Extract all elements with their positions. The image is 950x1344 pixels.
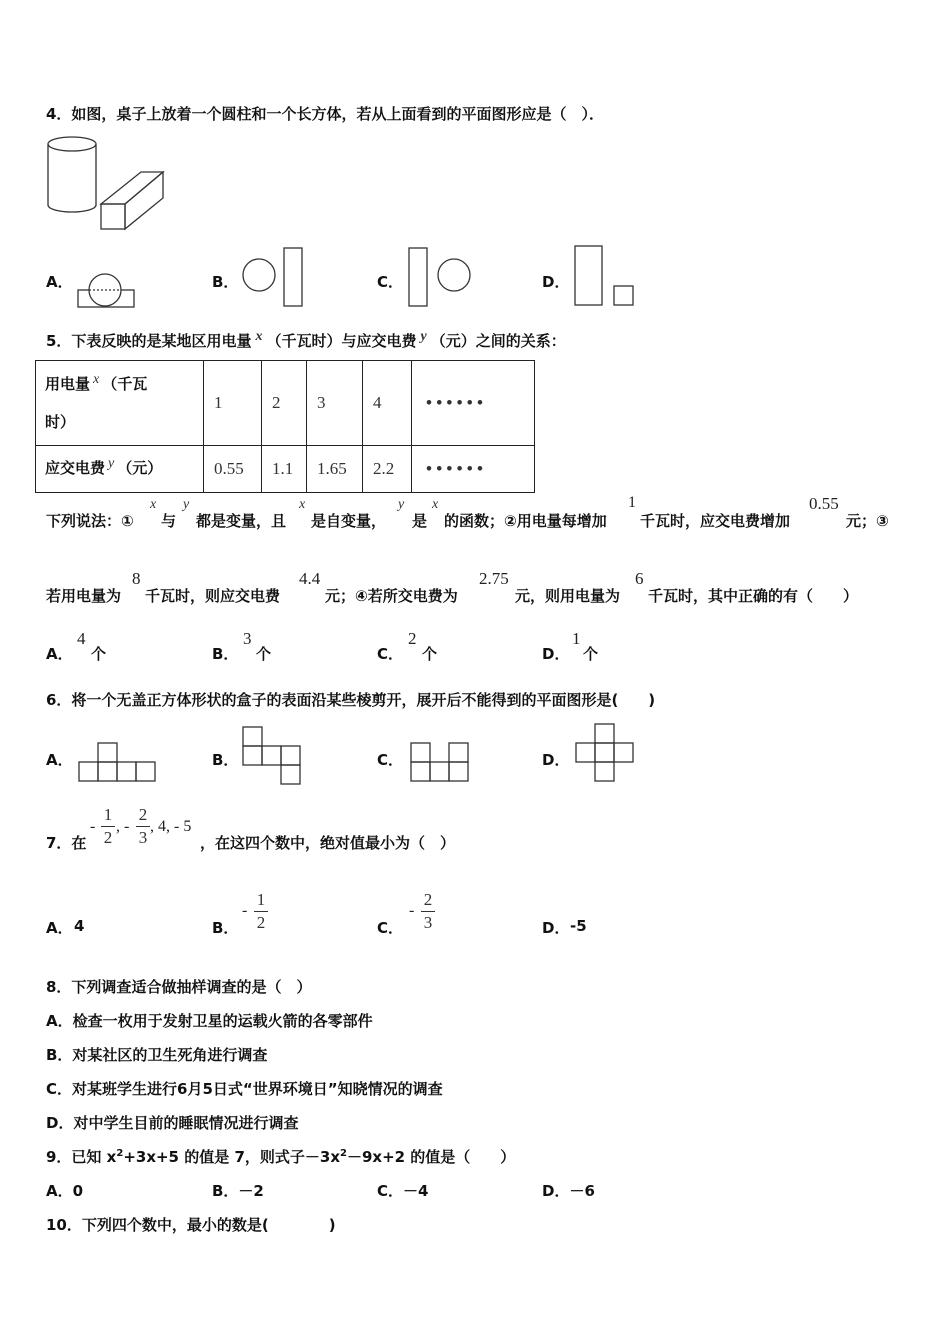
q5-var-y: y	[398, 497, 405, 512]
q6-option-d-net	[574, 722, 638, 784]
q7-prefix: 7．在	[46, 834, 87, 852]
q5-option-a-unit: 个	[91, 645, 107, 663]
q5-option-b-number: 3	[243, 629, 252, 648]
q8-option-d[interactable]: D．对中学生目前的睡眠情况进行调查	[46, 1114, 299, 1132]
q7-option-c-sign: -	[409, 902, 415, 919]
q7-fraction-2: 2 3	[136, 805, 150, 848]
q4-option-a-figure	[76, 271, 136, 309]
q7-rest: , 4, - 5	[150, 818, 192, 835]
q5-option-b[interactable]: B．	[212, 645, 239, 663]
q5-statement-part: 千瓦时，其中正确的有（ ）	[648, 587, 859, 605]
q5-statement-part: 下列说法：①	[46, 512, 134, 530]
q5-statement-part: 与	[161, 512, 177, 530]
q7-option-b-sign: -	[242, 902, 248, 919]
q8-stem: 8．下列调查适合做抽样调查的是（ ）	[46, 978, 312, 996]
q5-var-x: x	[299, 497, 306, 512]
table-cell: 1.1	[262, 446, 307, 493]
q6-stem: 6．将一个无盖正方体形状的盒子的表面沿某些棱剪开，展开后不能得到的平面图形是( )	[46, 691, 656, 709]
q5-option-d-number: 1	[572, 629, 581, 648]
q5-number: 8	[132, 569, 141, 588]
q5-statement-part: 千瓦时，应交电费增加	[640, 512, 791, 530]
table-row	[36, 361, 535, 446]
q4-option-b[interactable]: B．	[212, 273, 239, 291]
q5-statement-part: 是自变量，	[311, 512, 387, 530]
q4-option-c-figure	[406, 245, 476, 309]
q5-number: 0.55	[809, 494, 839, 513]
q5-stem: 5．下表反映的是某地区用电量 x （千瓦时）与应交电费 y （元）之间的关系：	[46, 329, 566, 350]
q5-statement-part: 元；③	[846, 512, 889, 530]
q5-option-a-number: 4	[77, 629, 86, 648]
q5-statement-part: 若用电量为	[46, 587, 122, 605]
q5-var-x: x	[150, 497, 157, 512]
q5-option-a[interactable]: A．	[46, 645, 73, 663]
q9-stem: 9．已知 $x^2+3x+5$ 的值是 7，则式子$-3x^2-9x+2$ 的值是（ ）	[46, 1148, 516, 1166]
q6-option-b[interactable]: B．	[212, 751, 239, 769]
q8-option-c[interactable]: C．对某班学生进行6月5日式“世界环境日”知晓情况的调查	[46, 1080, 443, 1098]
q4-option-a[interactable]: A．	[46, 273, 73, 291]
q4-option-c[interactable]: C．	[377, 273, 404, 291]
table-cell: 1.65	[307, 446, 363, 493]
q5-number: 6	[635, 569, 644, 588]
table-cell: 1	[204, 361, 262, 446]
q5-statement-part: 都是变量，且	[196, 512, 287, 530]
q7-fraction-1: 1 2	[101, 805, 115, 848]
q5-option-d[interactable]: D．	[542, 645, 570, 663]
q9-option-a[interactable]: A．0	[46, 1182, 84, 1200]
q6-option-a-net	[77, 741, 159, 783]
q7-option-a-value: 4	[74, 917, 85, 935]
q4-stem: 4．如图，桌子上放着一个圆柱和一个长方体，若从上面看到的平面图形应是（ ）．	[46, 105, 604, 123]
q6-option-b-net	[241, 725, 305, 787]
q5-option-c-unit: 个	[422, 645, 438, 663]
q7-option-d[interactable]: D．	[542, 919, 570, 937]
table-row	[36, 446, 535, 493]
q4-option-d-figure	[572, 243, 638, 309]
q5-var-x: x	[432, 497, 439, 512]
q8-option-a[interactable]: A．检查一枚用于发射卫星的运载火箭的各零部件	[46, 1012, 373, 1030]
table-cell: 0.55	[204, 446, 262, 493]
q5-var-y: y	[183, 497, 190, 512]
q4-figure-cylinder-and-cuboid	[44, 134, 168, 234]
table-cell-label: 用电量 x （千瓦 时）	[36, 361, 204, 446]
table-cell: 3	[307, 361, 363, 446]
q7-option-c-fraction: 2 3	[421, 890, 435, 933]
table-cell: 2	[262, 361, 307, 446]
q9-option-d[interactable]: D．－6	[542, 1182, 595, 1200]
q7-option-c[interactable]: C．	[377, 919, 404, 937]
q6-option-d[interactable]: D．	[542, 751, 570, 769]
q6-option-c[interactable]: C．	[377, 751, 404, 769]
table-cell: 4	[363, 361, 412, 446]
q5-number: 2.75	[479, 569, 509, 588]
q5-number: 1	[628, 494, 636, 511]
q9-option-b[interactable]: B．－2	[212, 1182, 264, 1200]
q4-option-d[interactable]: D．	[542, 273, 570, 291]
table-cell: • • • • • •	[412, 361, 535, 446]
q9-option-c[interactable]: C．－4	[377, 1182, 429, 1200]
q10-stem: 10．下列四个数中，最小的数是( )	[46, 1216, 336, 1234]
q5-statement-part: 元；④若所交电费为	[325, 587, 458, 605]
q5-statement-part: 千瓦时，则应交电费	[145, 587, 281, 605]
q5-option-d-unit: 个	[583, 645, 599, 663]
q7-suffix: ，在这四个数中，绝对值最小为（ ）	[200, 834, 456, 852]
q5-option-b-unit: 个	[256, 645, 272, 663]
q4-option-b-figure	[240, 245, 306, 309]
table-cell: • • • • • •	[412, 446, 535, 493]
q8-option-b[interactable]: B．对某社区的卫生死角进行调查	[46, 1046, 268, 1064]
q5-statement-part: 的函数；②用电量每增加	[444, 512, 607, 530]
q7-option-b-fraction: 1 2	[254, 890, 268, 933]
q7-option-d-value: -5	[570, 917, 587, 935]
q5-table	[35, 360, 535, 493]
q5-number: 4.4	[299, 569, 321, 588]
table-cell: 2.2	[363, 446, 412, 493]
q7-option-b[interactable]: B．	[212, 919, 239, 937]
q5-statement-part: 元，则用电量为	[515, 587, 621, 605]
q5-option-c[interactable]: C．	[377, 645, 404, 663]
q7-option-a[interactable]: A．	[46, 919, 73, 937]
q7-separator: , -	[116, 818, 130, 835]
q5-statement-part: 是	[412, 512, 428, 530]
q7-minus: -	[90, 818, 96, 835]
table-cell-label: 应交电费 y （元）	[36, 446, 204, 493]
q6-option-a[interactable]: A．	[46, 751, 73, 769]
q6-option-c-net	[409, 741, 473, 783]
q5-option-c-number: 2	[408, 629, 417, 648]
